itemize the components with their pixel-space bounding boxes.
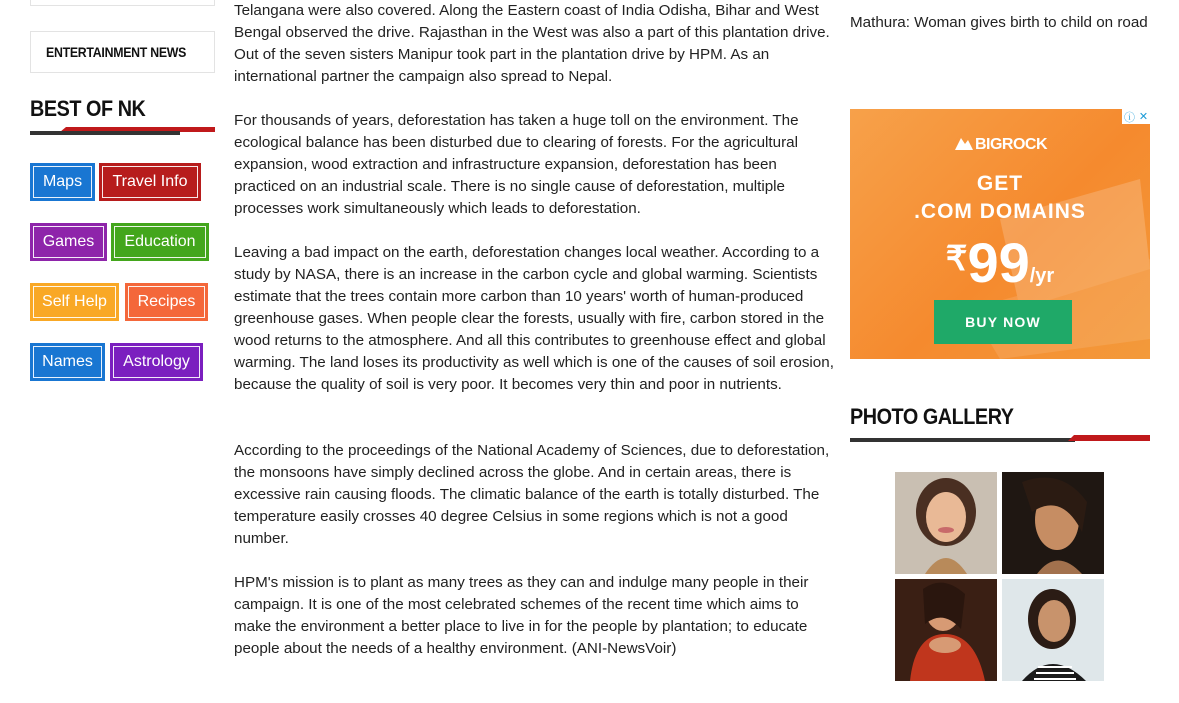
tag-astrology[interactable]: Astrology xyxy=(110,343,203,381)
rupee-symbol: ₹ xyxy=(945,240,968,278)
ad-headline-domains: .COM DOMAINS xyxy=(914,200,1086,223)
gallery-photo-3[interactable] xyxy=(895,579,997,681)
ad-headline-get: GET xyxy=(976,172,1024,195)
gallery-photo-4[interactable] xyxy=(1002,579,1104,681)
tag-education[interactable]: Education xyxy=(111,223,209,261)
tag-travel-info[interactable]: Travel Info xyxy=(99,163,201,201)
bigrock-ad[interactable] xyxy=(850,109,1150,359)
price-value: 99 xyxy=(967,231,1030,294)
best-of-nk-heading: BEST OF NK xyxy=(30,96,146,121)
article-paragraph: For thousands of years, deforestation has taken a huge toll on the environment. The ecological balance has been disturbed due to clearing of forests. For the agricultural expansion, wood extraction and infrastructure expansion, deforestation has been practiced on an industrial scale. There is no single cause of deforestation, multiple processes work simultaneously which leads to deforestation. xyxy=(234,112,799,217)
ad-price xyxy=(850,231,1150,295)
article-paragraph: Leaving a bad impact on the earth, deforestation changes local weather. According to a study by NASA, there is an increase in the carbon cycle and global warming. Scientists estimate that the trees contain more carbon than 10 years' worth of human-produced greenhouse gases. When people clear the forests, usually with fire, carbon stored in the wood returns to the atmosphere. And all this contributes to greenhouse effect and global warming. The land loses its productivity as well which is one of the causes of soil erosion, because the quality of soil is very poor. It becomes very thin and poor in nutrients. xyxy=(234,244,834,393)
tag-maps[interactable]: Maps xyxy=(30,163,95,201)
buy-now-button[interactable]: BUY NOW xyxy=(934,300,1072,344)
heading-underline-dark xyxy=(30,131,180,135)
gallery-underline-red xyxy=(1068,435,1150,441)
tag-games[interactable]: Games xyxy=(30,223,107,261)
ad-info-icon[interactable]: ⓘ xyxy=(1123,111,1135,124)
photo-gallery-heading: PHOTO GALLERY xyxy=(850,404,1014,429)
portrait-image xyxy=(895,579,997,681)
gallery-photo-1[interactable] xyxy=(895,472,997,574)
ad-close-icon[interactable]: ✕ xyxy=(1138,111,1149,123)
bigrock-logo: BIGROCK xyxy=(850,134,1150,154)
ad-controls[interactable] xyxy=(1122,109,1150,124)
portrait-image xyxy=(895,472,997,574)
portrait-image xyxy=(1002,579,1104,681)
tag-self-help[interactable]: Self Help xyxy=(30,283,119,321)
category-box-previous[interactable] xyxy=(30,0,215,6)
article-paragraph: Telangana were also covered. Along the Eastern coast of India Odisha, Bihar and West Bengal observed the drive. Rajasthan in the West was also a part of this plantation drive. Out of the seven sisters Manipur took part in the plantation drive by HPM. As an international partner the campaign also spread to Nepal. xyxy=(234,2,830,85)
bigrock-logo-icon xyxy=(953,134,975,152)
tag-recipes[interactable]: Recipes xyxy=(125,283,208,321)
gallery-underline-dark xyxy=(850,438,1075,442)
gallery-photo-2[interactable] xyxy=(1002,472,1104,574)
article-paragraph: According to the proceedings of the National Academy of Sciences, due to deforestation, the monsoons have simply declined across the globe. And in certain areas, there is excessive rain causing floods. The climatic balance of the earth is totally disturbed. The temperature easily crosses 40 degree Celsius in some regions which is not a good number. xyxy=(234,442,830,547)
portrait-image xyxy=(1002,472,1104,574)
category-entertainment-news[interactable] xyxy=(30,31,215,73)
related-news-link[interactable]: Mathura: Woman gives birth to child on road xyxy=(850,14,1148,31)
article-paragraph: HPM's mission is to plant as many trees as they can and indulge many people in their campaign. It is one of the most celebrated schemes of the recent time which aims to make the environment a better place to live in for the people by plantation; to educate people about the needs of a healthy environment. (ANI-NewsVoir) xyxy=(234,574,809,657)
category-label: ENTERTAINMENT NEWS xyxy=(46,44,187,60)
price-period: /yr xyxy=(1029,265,1055,287)
tag-names[interactable]: Names xyxy=(30,343,105,381)
